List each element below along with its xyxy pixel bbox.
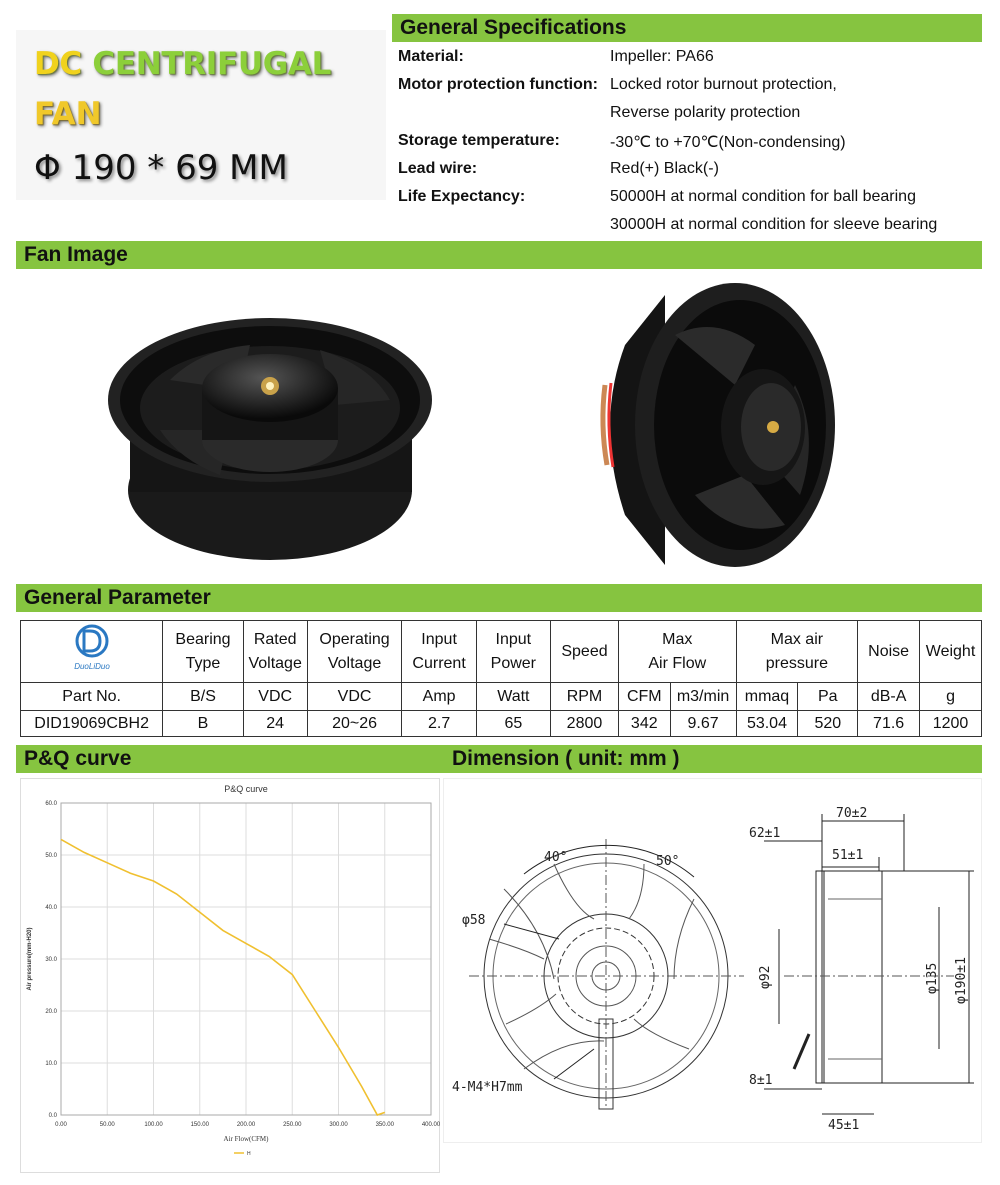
specs-heading: General Specifications (392, 14, 982, 42)
pq-chart-box (20, 778, 440, 1173)
width-70-label: 70±2 (836, 806, 868, 821)
title-dc: DC (34, 46, 82, 82)
param-value-cell: 2800 (550, 711, 618, 737)
spec-label: Storage temperature: (398, 132, 560, 149)
parameter-heading: General Parameter (16, 584, 982, 612)
y-tick-label: 30.0 (45, 957, 57, 963)
param-value-cell: 520 (798, 711, 858, 737)
product-size: Φ 190 * 69 MM (34, 148, 288, 188)
x-tick-label: 0.00 (55, 1122, 67, 1128)
param-unit-cell: RPM (550, 683, 618, 711)
y-tick-label: 60.0 (45, 801, 57, 807)
dimension-drawing-box (443, 778, 982, 1143)
width-62-label: 62±1 (749, 826, 781, 841)
param-unit-cell: Part No. (21, 683, 163, 711)
spec-value: Locked rotor burnout protection, (610, 76, 837, 93)
width-45-label: 45±1 (828, 1118, 860, 1133)
product-title-line2: FAN (34, 96, 102, 132)
duolidou-logo-icon (62, 623, 122, 673)
param-value-cell: B (163, 711, 243, 737)
param-unit-cell: m3/min (670, 683, 736, 711)
spec-value: Red(+) Black(-) (610, 160, 719, 177)
param-header-cell: Max air pressure (736, 621, 858, 683)
param-header-cell: Noise (858, 621, 920, 683)
param-value-cell: 2.7 (402, 711, 476, 737)
spec-label: Life Expectancy: (398, 188, 526, 205)
param-value-cell: 65 (476, 711, 550, 737)
screw-spec-label: 4-M4*H7mm (452, 1080, 523, 1095)
param-unit-cell: Pa (798, 683, 858, 711)
side-view (764, 814, 974, 1114)
fan-image-heading: Fan Image (16, 241, 982, 269)
y-tick-label: 10.0 (45, 1061, 57, 1067)
height-8-label: 8±1 (749, 1073, 773, 1088)
logo-text: DuoLiDuo (73, 661, 110, 671)
param-unit-cell: dB-A (858, 683, 920, 711)
param-value-cell: 342 (619, 711, 671, 737)
fan-side-image (585, 275, 845, 580)
param-header-cell: Rated Voltage (243, 621, 307, 683)
x-tick-label: 250.00 (283, 1122, 302, 1128)
diameter-190-label: φ190±1 (954, 957, 969, 1004)
angle-50-label: 50° (656, 854, 680, 869)
param-value-cell: 20~26 (307, 711, 402, 737)
y-axis-label: Air pressure(mm-H20) (27, 927, 33, 991)
param-header-cell: Speed (550, 621, 618, 683)
param-unit-cell: VDC (307, 683, 402, 711)
param-header-cell: Operating Voltage (307, 621, 402, 683)
param-value-cell: 9.67 (670, 711, 736, 737)
spec-value: Impeller: PA66 (610, 48, 714, 65)
x-tick-label: 150.00 (190, 1122, 209, 1128)
spec-label: Motor protection function: (398, 76, 598, 93)
dimension-heading: Dimension ( unit: mm ) (452, 747, 680, 770)
diameter-135-label: φ135 (925, 962, 940, 994)
diameter-92-label: φ92 (758, 965, 773, 989)
y-tick-label: 20.0 (45, 1009, 57, 1015)
fan-front-image (100, 290, 440, 580)
x-tick-label: 350.00 (375, 1122, 394, 1128)
param-unit-cell: Watt (476, 683, 550, 711)
pq-series-line (61, 839, 385, 1115)
param-header-cell: Input Power (476, 621, 550, 683)
param-unit-cell: CFM (619, 683, 671, 711)
x-tick-label: 200.00 (236, 1122, 256, 1128)
param-value-cell: 24 (243, 711, 307, 737)
pq-chart (21, 779, 441, 1174)
param-value-cell: 53.04 (736, 711, 798, 737)
param-unit-cell: VDC (243, 683, 307, 711)
x-tick-label: 400.00 (421, 1122, 441, 1128)
x-tick-label: 100.00 (144, 1122, 163, 1128)
param-header-cell: Weight (920, 621, 982, 683)
x-axis-label: Air Flow(CFM) (223, 1135, 269, 1143)
y-tick-label: 0.0 (48, 1113, 57, 1119)
param-value-cell: 1200 (920, 711, 982, 737)
spec-label: Material: (398, 48, 464, 65)
param-value-cell: 71.6 (858, 711, 920, 737)
dimension-drawing (444, 779, 983, 1144)
spec-value: 30000H at normal condition for sleeve bearing (610, 216, 938, 233)
spec-value: 50000H at normal condition for ball bearing (610, 188, 916, 205)
front-view (469, 839, 744, 1109)
product-title-box (16, 30, 386, 200)
param-unit-cell: Amp (402, 683, 476, 711)
x-tick-label: 50.00 (99, 1122, 115, 1128)
spec-value: -30℃ to +70℃(Non-condensing) (610, 134, 846, 151)
spec-value: Reverse polarity protection (610, 104, 801, 121)
pq-heading: P&Q curve (24, 747, 132, 770)
title-centrifugal: CENTRIFUGAL (92, 46, 332, 82)
param-header-cell: Max Air Flow (619, 621, 737, 683)
spec-label: Lead wire: (398, 160, 478, 177)
product-title-line1 (34, 46, 331, 82)
chart-title: P&Q curve (224, 784, 268, 794)
x-tick-label: 300.00 (329, 1122, 348, 1128)
param-unit-cell: mmaq (736, 683, 798, 711)
brand-logo-cell (21, 621, 163, 683)
legend-label: H (247, 1151, 251, 1157)
diameter-58-label: φ58 (462, 913, 486, 928)
parameter-table (20, 620, 982, 737)
bottom-heading-bar (16, 745, 982, 773)
param-unit-cell: g (920, 683, 982, 711)
param-header-cell: Input Current (402, 621, 476, 683)
y-tick-label: 50.0 (45, 853, 57, 859)
param-header-cell: Bearing Type (163, 621, 243, 683)
width-51-label: 51±1 (832, 848, 864, 863)
y-tick-label: 40.0 (45, 905, 57, 911)
param-value-cell: DID19069CBH2 (21, 711, 163, 737)
param-unit-cell: B/S (163, 683, 243, 711)
angle-40-label: 40° (544, 850, 568, 865)
